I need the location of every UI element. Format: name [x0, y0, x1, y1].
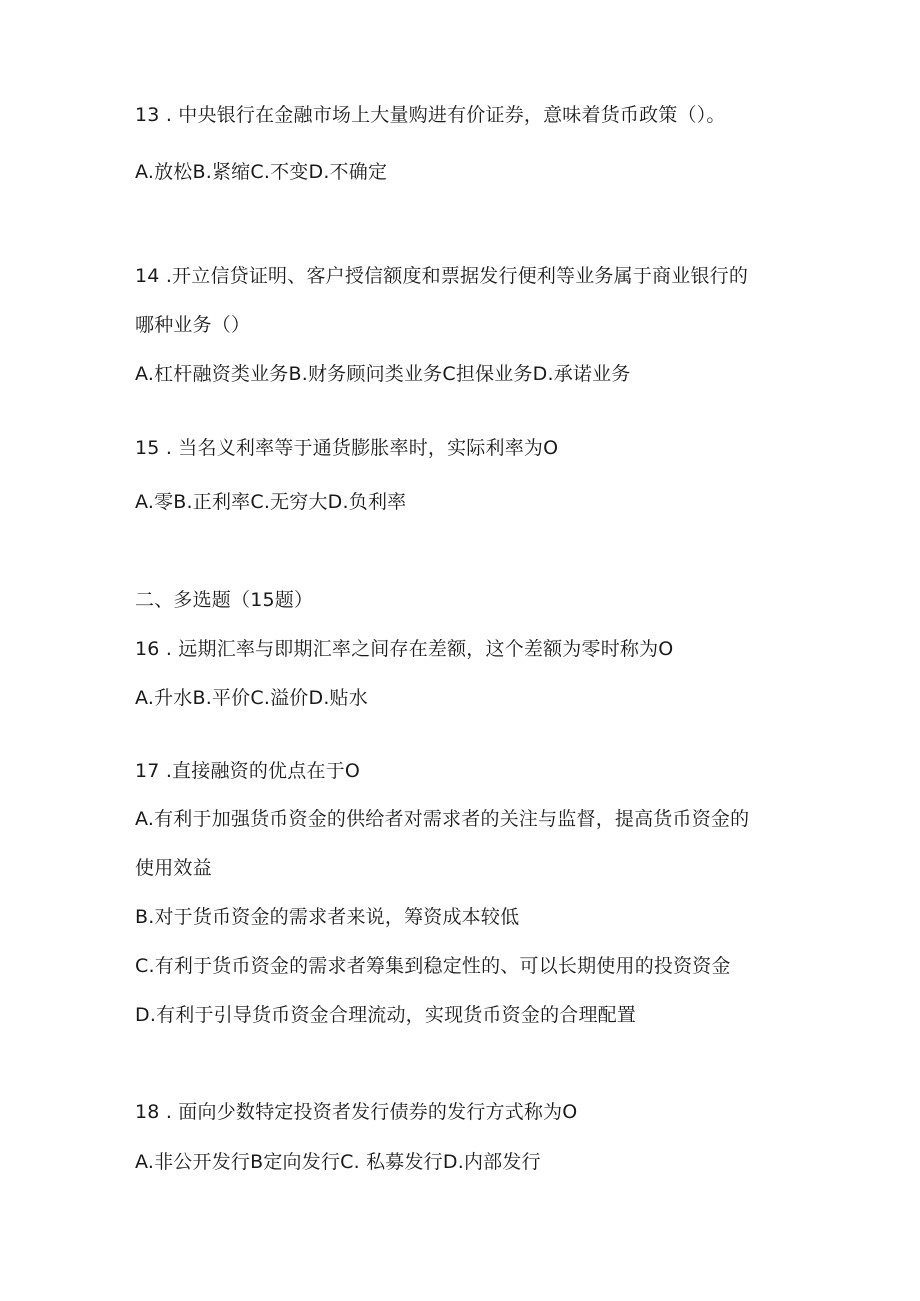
- question-15-options: A.零B.正利率C.无穷大D.负利率: [135, 491, 407, 513]
- question-18-options: A.非公开发行B定向发行C. 私募发行D.内部发行: [135, 1151, 541, 1173]
- question-14-options: A.杠杆融资类业务B.财务顾问类业务C担保业务D.承诺业务: [135, 363, 631, 385]
- question-17-text: 17 .直接融资的优点在于O: [135, 760, 361, 782]
- question-18-text: 18 . 面向少数特定投资者发行债券的发行方式称为O: [135, 1101, 578, 1123]
- question-17-option-a-line-2: 使用效益: [135, 857, 212, 879]
- question-13-text: 13 . 中央银行在金融市场上大量购进有价证券，意味着货币政策（）。: [135, 104, 726, 126]
- question-17-option-d: D.有利于引导货币资金合理流动，实现货币资金的合理配置: [135, 1004, 637, 1026]
- question-13-options: A.放松B.紧缩C.不变D.不确定: [135, 161, 388, 183]
- question-14-text-line-1: 14 .开立信贷证明、客户授信额度和票据发行便利等业务属于商业银行的: [135, 265, 749, 287]
- section-heading-multiple-choice: 二、多选题（15题）: [135, 589, 314, 611]
- question-15-text: 15 . 当名义利率等于通货膨胀率时，实际利率为O: [135, 437, 559, 459]
- question-17-option-c: C.有利于货币资金的需求者筹集到稳定性的、可以长期使用的投资资金: [135, 955, 731, 977]
- question-17-option-b: B.对于货币资金的需求者来说，筹资成本较低: [135, 906, 520, 928]
- question-16-text: 16 . 远期汇率与即期汇率之间存在差额，这个差额为零时称为O: [135, 638, 674, 660]
- question-17-option-a-line-1: A.有利于加强货币资金的供给者对需求者的关注与监督，提高货币资金的: [135, 808, 750, 830]
- question-14-text-line-2: 哪种业务（）: [135, 314, 251, 336]
- question-16-options: A.升水B.平价C.溢价D.贴水: [135, 687, 368, 709]
